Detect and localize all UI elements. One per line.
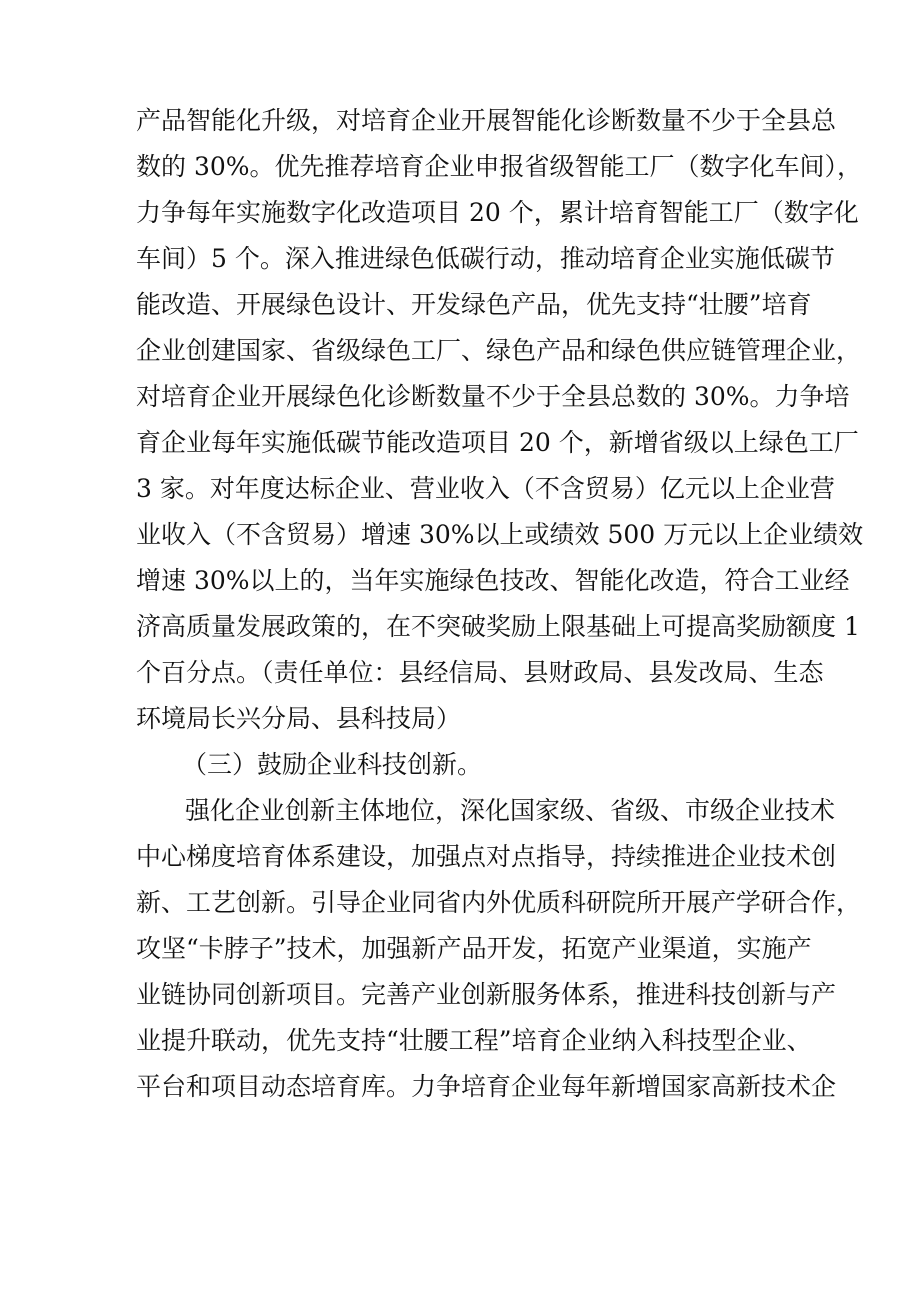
paragraph-line: 业链协同创新项目。完善产业创新服务体系，推进科技创新与产 <box>136 980 837 1009</box>
paragraph-line: 3 家。对年度达标企业、营业收入（不含贸易）亿元以上企业营 <box>136 474 835 503</box>
paragraph-line: 强化企业创新主体地位，深化国家级、省级、市级企业技术 <box>185 796 836 825</box>
paragraph-line: 中心梯度培育体系建设，加强点对点指导，持续推进企业技术创 <box>136 842 837 871</box>
paragraph-line: 济高质量发展政策的，在不突破奖励上限基础上可提高奖励额度 1 <box>136 612 860 641</box>
paragraph-line: 产品智能化升级，对培育企业开展智能化诊断数量不少于全县总 <box>136 106 837 135</box>
paragraph-line: 力争每年实施数字化改造项目 20 个，累计培育智能工厂（数字化 <box>136 198 859 227</box>
paragraph-line: 车间）5 个。深入推进绿色低碳行动，推动培育企业实施低碳节 <box>136 244 835 273</box>
paragraph-line: 个百分点。（责任单位：县经信局、县财政局、县发改局、生态 <box>136 658 824 687</box>
paragraph-line: 环境局长兴分局、县科技局） <box>136 704 462 733</box>
paragraph-line: 增速 30%以上的，当年实施绿色技改、智能化改造，符合工业经 <box>136 566 850 595</box>
paragraph-line: 数的 30%。优先推荐培育企业申报省级智能工厂（数字化车间）， <box>136 152 863 181</box>
paragraph-line: 攻坚“卡脖子”技术，加强新产品开发，拓宽产业渠道，实施产 <box>136 934 812 963</box>
paragraph-line: 业提升联动，优先支持“壮腰工程”培育企业纳入科技型企业、 <box>136 1026 812 1055</box>
paragraph-line: 企业创建国家、省级绿色工厂、绿色产品和绿色供应链管理企业， <box>136 336 862 365</box>
paragraph-line: 新、工艺创新。引导企业同省内外优质科研院所开展产学研合作， <box>136 888 862 917</box>
paragraph-line: 对培育企业开展绿色化诊断数量不少于全县总数的 30%。力争培 <box>136 382 850 411</box>
paragraph-line: 业收入（不含贸易）增速 30%以上或绩效 500 万元以上企业绩效 <box>136 520 864 549</box>
section-heading: （三）鼓励企业科技创新。 <box>182 750 483 779</box>
paragraph-line: 平台和项目动态培育库。力争培育企业每年新增国家高新技术企 <box>136 1072 837 1101</box>
paragraph-line: 能改造、开展绿色设计、开发绿色产品，优先支持“壮腰”培育 <box>136 290 812 319</box>
paragraph-line: 育企业每年实施低碳节能改造项目 20 个，新增省级以上绿色工厂 <box>136 428 859 457</box>
